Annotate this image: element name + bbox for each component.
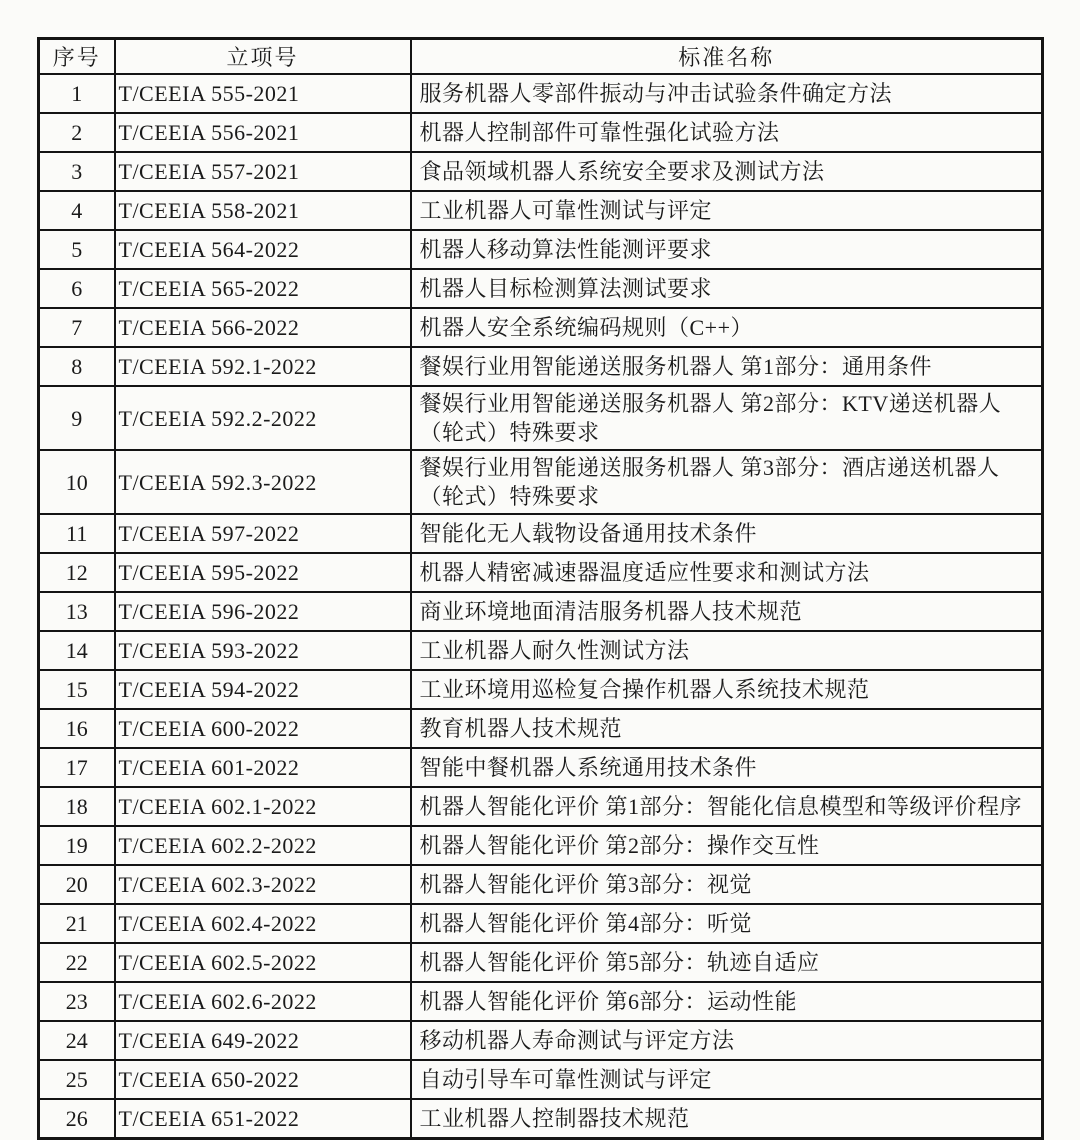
standards-table — [37, 37, 1044, 1140]
row-seq-number: 25 — [39, 1060, 115, 1099]
row-standard-name: 教育机器人技术规范 — [411, 709, 1043, 748]
row-standard-name: 工业机器人控制器技术规范 — [411, 1099, 1043, 1139]
header-standard-name: 标准名称 — [411, 39, 1043, 75]
row-project-code: T/CEEIA 596-2022 — [115, 592, 411, 631]
table-row — [39, 709, 1043, 748]
row-project-code: T/CEEIA 600-2022 — [115, 709, 411, 748]
table-row — [39, 514, 1043, 553]
row-seq-number: 26 — [39, 1099, 115, 1139]
row-standard-name: 工业机器人可靠性测试与评定 — [411, 191, 1043, 230]
row-standard-name: 商业环境地面清洁服务机器人技术规范 — [411, 592, 1043, 631]
row-seq-number: 20 — [39, 865, 115, 904]
row-standard-name: 机器人智能化评价 第6部分：运动性能 — [411, 982, 1043, 1021]
row-standard-name: 工业环境用巡检复合操作机器人系统技术规范 — [411, 670, 1043, 709]
table-row — [39, 347, 1043, 386]
row-project-code: T/CEEIA 556-2021 — [115, 113, 411, 152]
table-row — [39, 450, 1043, 514]
table-row — [39, 553, 1043, 592]
table-row — [39, 191, 1043, 230]
row-project-code: T/CEEIA 594-2022 — [115, 670, 411, 709]
row-project-code: T/CEEIA 650-2022 — [115, 1060, 411, 1099]
row-seq-number: 14 — [39, 631, 115, 670]
row-standard-name: 机器人智能化评价 第4部分：听觉 — [411, 904, 1043, 943]
table-row — [39, 904, 1043, 943]
table-row — [39, 1060, 1043, 1099]
row-seq-number: 11 — [39, 514, 115, 553]
row-standard-name: 机器人智能化评价 第3部分：视觉 — [411, 865, 1043, 904]
table-row — [39, 748, 1043, 787]
row-standard-name: 机器人安全系统编码规则（C++） — [411, 308, 1043, 347]
row-project-code: T/CEEIA 602.1-2022 — [115, 787, 411, 826]
row-seq-number: 4 — [39, 191, 115, 230]
row-project-code: T/CEEIA 651-2022 — [115, 1099, 411, 1139]
row-standard-name: 食品领域机器人系统安全要求及测试方法 — [411, 152, 1043, 191]
row-project-code: T/CEEIA 566-2022 — [115, 308, 411, 347]
row-project-code: T/CEEIA 557-2021 — [115, 152, 411, 191]
row-project-code: T/CEEIA 593-2022 — [115, 631, 411, 670]
row-standard-name: 智能中餐机器人系统通用技术条件 — [411, 748, 1043, 787]
row-seq-number: 3 — [39, 152, 115, 191]
row-standard-name: 机器人移动算法性能测评要求 — [411, 230, 1043, 269]
row-standard-name: 餐娱行业用智能递送服务机器人 第3部分：酒店递送机器人（轮式）特殊要求 — [411, 450, 1043, 514]
row-project-code: T/CEEIA 592.3-2022 — [115, 450, 411, 514]
row-standard-name: 机器人智能化评价 第1部分：智能化信息模型和等级评价程序 — [411, 787, 1043, 826]
row-seq-number: 10 — [39, 450, 115, 514]
row-project-code: T/CEEIA 592.2-2022 — [115, 386, 411, 450]
row-project-code: T/CEEIA 602.5-2022 — [115, 943, 411, 982]
row-project-code: T/CEEIA 602.6-2022 — [115, 982, 411, 1021]
standards-table-body — [39, 74, 1043, 1139]
row-seq-number: 21 — [39, 904, 115, 943]
row-project-code: T/CEEIA 602.4-2022 — [115, 904, 411, 943]
row-seq-number: 13 — [39, 592, 115, 631]
row-seq-number: 17 — [39, 748, 115, 787]
table-row — [39, 74, 1043, 113]
header-project-code: 立项号 — [115, 39, 411, 75]
row-seq-number: 6 — [39, 269, 115, 308]
row-seq-number: 16 — [39, 709, 115, 748]
table-row — [39, 230, 1043, 269]
row-project-code: T/CEEIA 565-2022 — [115, 269, 411, 308]
row-seq-number: 15 — [39, 670, 115, 709]
row-project-code: T/CEEIA 555-2021 — [115, 74, 411, 113]
row-standard-name: 机器人目标检测算法测试要求 — [411, 269, 1043, 308]
table-row — [39, 386, 1043, 450]
row-seq-number: 12 — [39, 553, 115, 592]
table-row — [39, 1021, 1043, 1060]
row-seq-number: 23 — [39, 982, 115, 1021]
table-row — [39, 1099, 1043, 1139]
row-project-code: T/CEEIA 595-2022 — [115, 553, 411, 592]
row-seq-number: 1 — [39, 74, 115, 113]
row-standard-name: 机器人精密减速器温度适应性要求和测试方法 — [411, 553, 1043, 592]
row-project-code: T/CEEIA 649-2022 — [115, 1021, 411, 1060]
table-row — [39, 113, 1043, 152]
row-standard-name: 智能化无人载物设备通用技术条件 — [411, 514, 1043, 553]
row-project-code: T/CEEIA 602.3-2022 — [115, 865, 411, 904]
table-row — [39, 269, 1043, 308]
table-row — [39, 308, 1043, 347]
row-seq-number: 18 — [39, 787, 115, 826]
row-standard-name: 餐娱行业用智能递送服务机器人 第2部分：KTV递送机器人（轮式）特殊要求 — [411, 386, 1043, 450]
row-project-code: T/CEEIA 592.1-2022 — [115, 347, 411, 386]
table-row — [39, 152, 1043, 191]
row-project-code: T/CEEIA 597-2022 — [115, 514, 411, 553]
row-project-code: T/CEEIA 601-2022 — [115, 748, 411, 787]
row-standard-name: 机器人智能化评价 第5部分：轨迹自适应 — [411, 943, 1043, 982]
row-seq-number: 7 — [39, 308, 115, 347]
table-row — [39, 670, 1043, 709]
table-row — [39, 592, 1043, 631]
row-project-code: T/CEEIA 602.2-2022 — [115, 826, 411, 865]
table-row — [39, 631, 1043, 670]
table-row — [39, 943, 1043, 982]
table-row — [39, 826, 1043, 865]
row-seq-number: 24 — [39, 1021, 115, 1060]
row-seq-number: 2 — [39, 113, 115, 152]
row-seq-number: 9 — [39, 386, 115, 450]
row-standard-name: 机器人控制部件可靠性强化试验方法 — [411, 113, 1043, 152]
row-standard-name: 自动引导车可靠性测试与评定 — [411, 1060, 1043, 1099]
row-standard-name: 移动机器人寿命测试与评定方法 — [411, 1021, 1043, 1060]
header-row — [39, 39, 1043, 75]
row-standard-name: 餐娱行业用智能递送服务机器人 第1部分：通用条件 — [411, 347, 1043, 386]
row-standard-name: 工业机器人耐久性测试方法 — [411, 631, 1043, 670]
row-standard-name: 服务机器人零部件振动与冲击试验条件确定方法 — [411, 74, 1043, 113]
row-project-code: T/CEEIA 564-2022 — [115, 230, 411, 269]
table-row — [39, 787, 1043, 826]
row-project-code: T/CEEIA 558-2021 — [115, 191, 411, 230]
row-seq-number: 8 — [39, 347, 115, 386]
table-row — [39, 982, 1043, 1021]
row-standard-name: 机器人智能化评价 第2部分：操作交互性 — [411, 826, 1043, 865]
table-row — [39, 865, 1043, 904]
row-seq-number: 22 — [39, 943, 115, 982]
header-seq-number: 序号 — [39, 39, 115, 75]
row-seq-number: 19 — [39, 826, 115, 865]
row-seq-number: 5 — [39, 230, 115, 269]
